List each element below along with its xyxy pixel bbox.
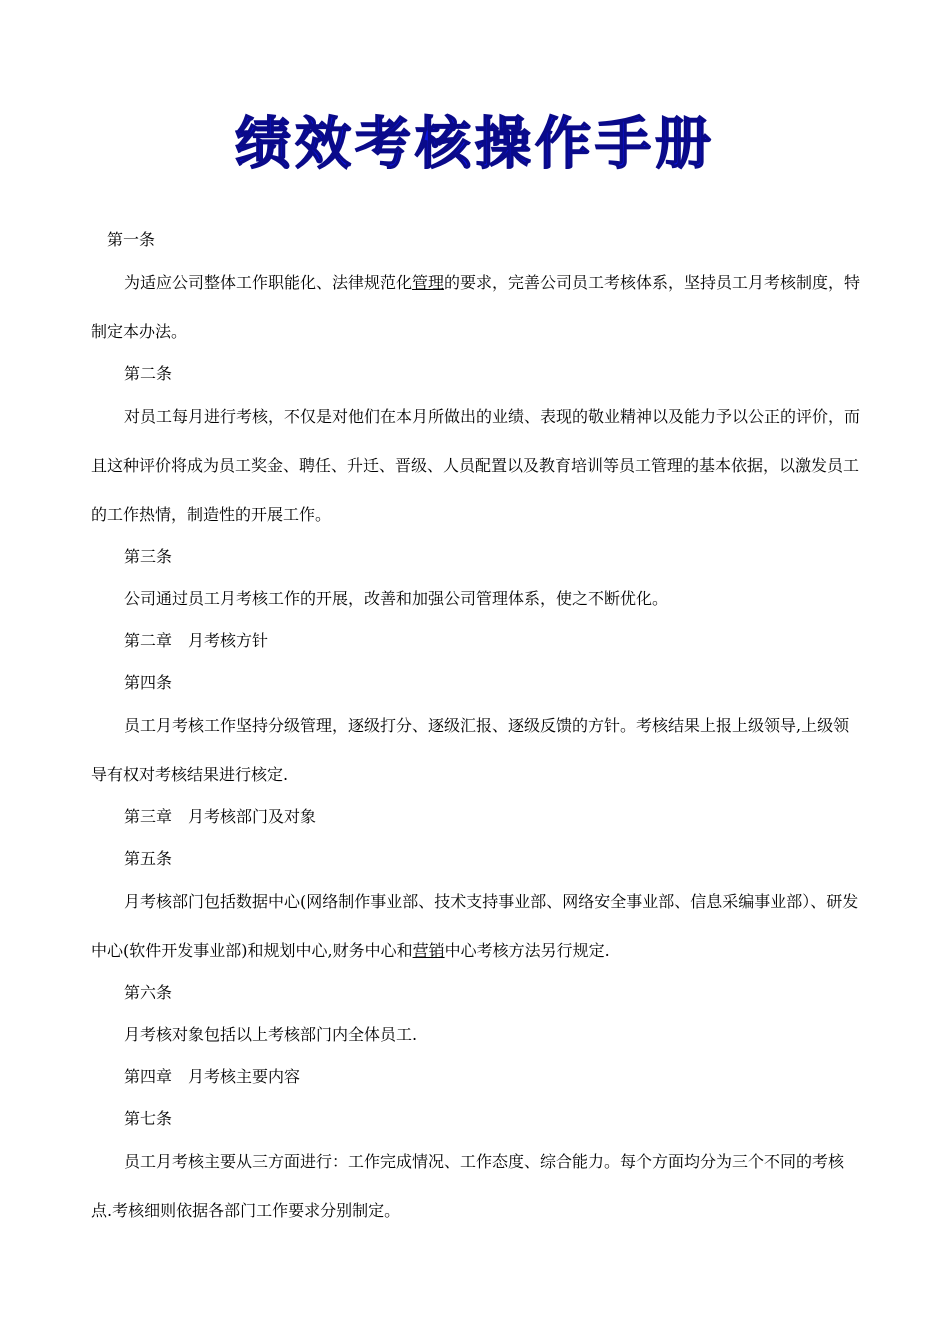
article-3-text: 公司通过员工月考核工作的开展，改善和加强公司管理体系，使之不断优化。 <box>124 589 669 608</box>
document-title: 绩效考核操作手册 <box>235 112 715 177</box>
chapter-2-heading: 第二章 月考核方针 <box>124 631 269 650</box>
article-1-heading: 第一条 <box>107 230 156 249</box>
chapter-3-heading: 第三章 月考核部门及对象 <box>124 807 317 826</box>
article-2-text: 对员工每月进行考核，不仅是对他们在本月所做出的业绩、表现的敬业精神以及能力予以公正的评价，而且这种评价将成为员工奖金、聘任、升迁、晋级、人员配置以及教育培训等员工管理的基本依据，以激发员工的工作热情，制造性的开展工作。 <box>91 407 861 524</box>
article-1-text: 为适应公司整体工作职能化、法律规范化管理的要求，完善公司员工考核体系，坚持员工月考核制度，特制定本办法。 <box>91 273 861 341</box>
article-5-heading: 第五条 <box>124 849 173 868</box>
article-2-heading: 第二条 <box>124 364 173 383</box>
article-3-heading: 第三条 <box>124 547 173 566</box>
article-4-heading: 第四条 <box>124 673 173 692</box>
article-6-text: 月考核对象包括以上考核部门内全体员工. <box>124 1025 418 1044</box>
article-5-text: 月考核部门包括数据中心(网络制作事业部、技术支持事业部、网络安全事业部、信息采编事业部）、研发中心(软件开发事业部)和规划中心,财务中心和营销中心考核方法另行规定. <box>91 892 859 960</box>
chapter-4-heading: 第四章 月考核主要内容 <box>124 1067 301 1086</box>
article-4-text: 员工月考核工作坚持分级管理，逐级打分、逐级汇报、逐级反馈的方针。考核结果上报上级领导,上级领导有权对考核结果进行核定. <box>91 716 850 784</box>
article-6-heading: 第六条 <box>124 983 173 1002</box>
underlined-term: 管理 <box>412 273 445 292</box>
document-body <box>91 228 861 1241</box>
underlined-term: 营销 <box>412 941 445 960</box>
article-7-text: 员工月考核主要从三方面进行：工作完成情况、工作态度、综合能力。每个方面均分为三个不同的考核点.考核细则依据各部门工作要求分别制定。 <box>91 1152 845 1220</box>
article-7-heading: 第七条 <box>124 1109 173 1128</box>
